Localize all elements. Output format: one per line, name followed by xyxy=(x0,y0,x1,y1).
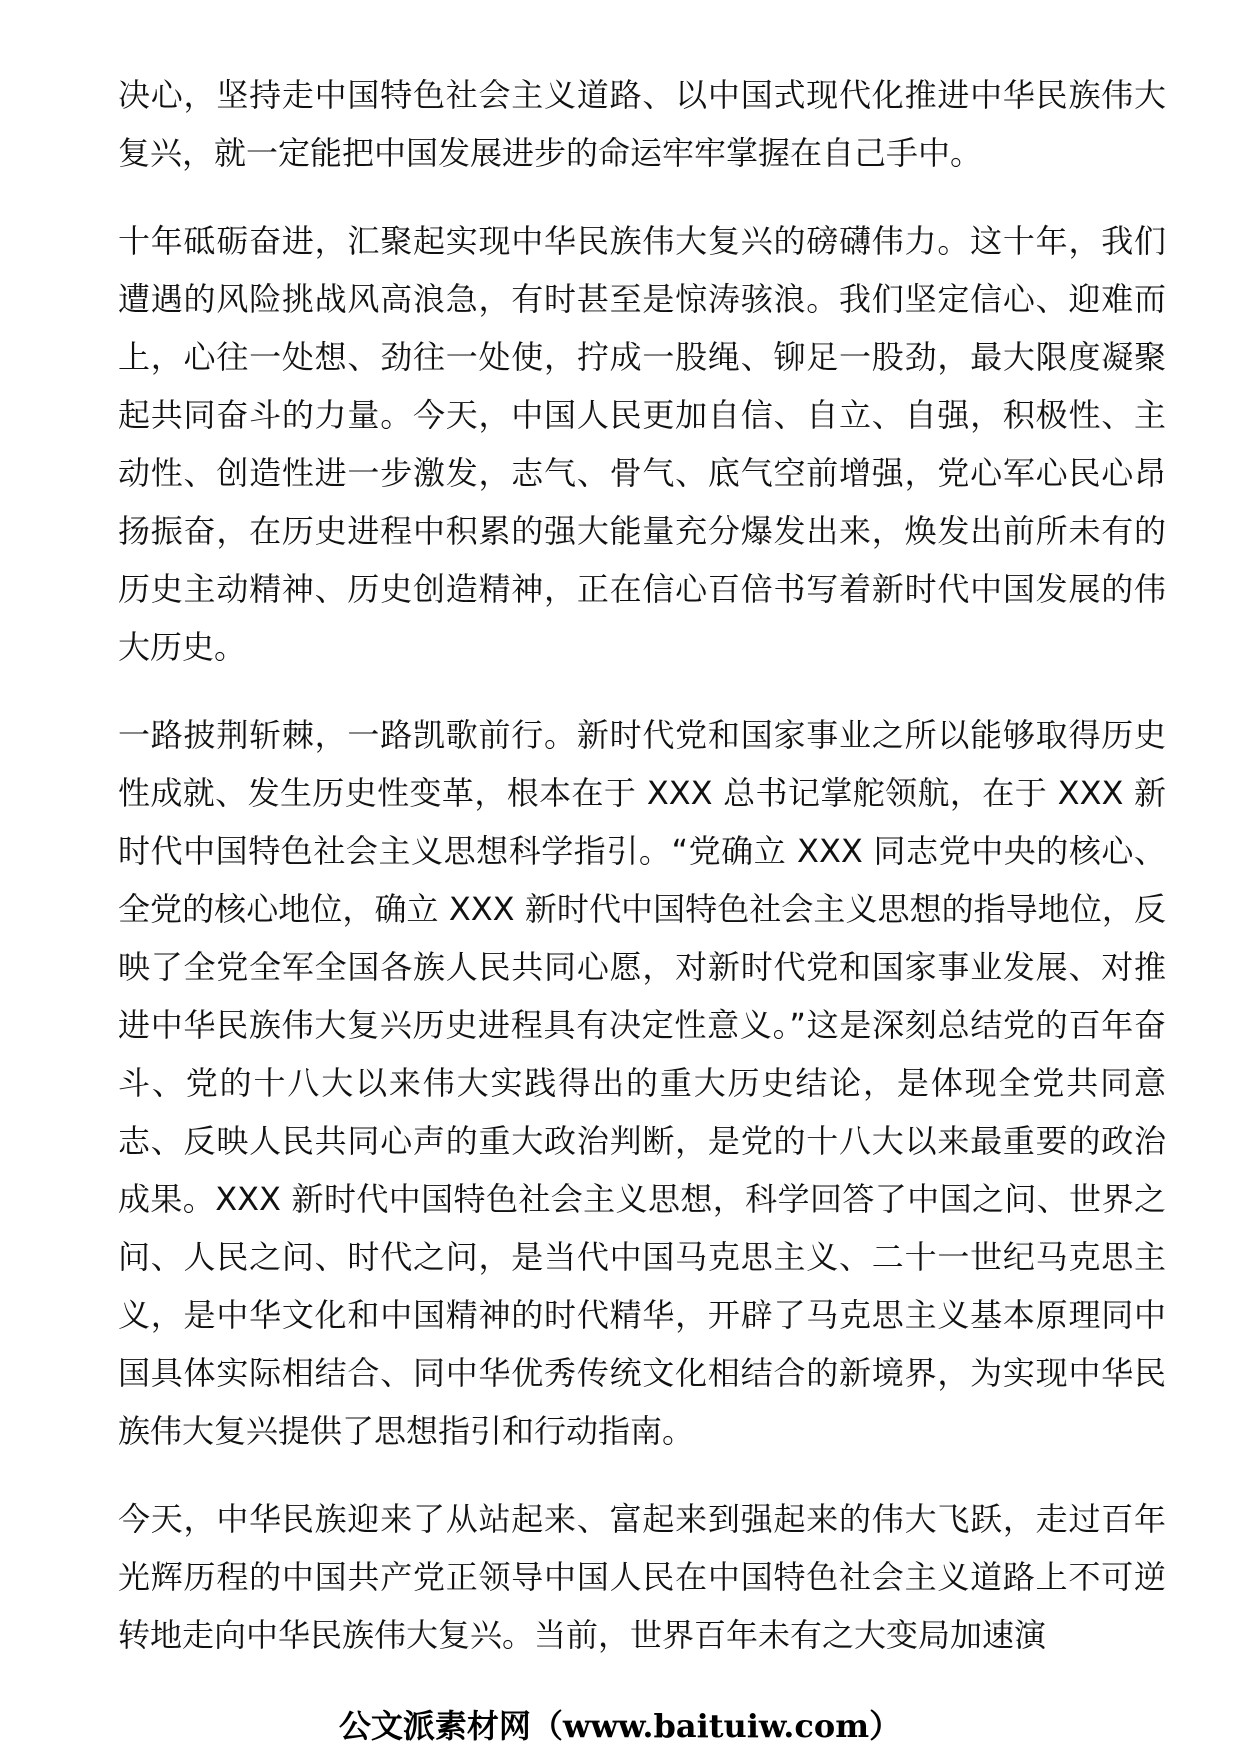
footer-watermark: 公文派素材网（www.baituiw.com） xyxy=(338,1707,902,1745)
document-body xyxy=(118,66,1166,1694)
paragraph: 十年砥砺奋进，汇聚起实现中华民族伟大复兴的磅礴伟力。这十年，我们遭遇的风险挑战风高浪急，有时甚至是惊涛骇浪。我们坚定信心、迎难而上，心往一处想、劲往一处使，拧成一股绳、铆足一股劲，最大限度凝聚起共同奋斗的力量。今天，中国人民更加自信、自立、自强，积极性、主动性、创造性进一步激发，志气、骨气、底气空前增强，党心军心民心昂扬振奋，在历史进程中积累的强大能量充分爆发出来，焕发出前所未有的历史主动精神、历史创造精神，正在信心百倍书写着新时代中国发展的伟大历史。 xyxy=(118,222,1166,666)
paragraph: 一路披荆斩棘，一路凯歌前行。新时代党和国家事业之所以能够取得历史性成就、发生历史性变革，根本在于 XXX 总书记掌舵领航，在于 XXX 新时代中国特色社会主义思想科学指引。“党确立 XXX 同志党中央的核心、全党的核心地位，确立 XXX 新时代中国特色社会主义思想的指导地位，反映了全党全军全国各族人民共同心愿，对新时代党和国家事业发展、对推进中华民族伟大复兴历史进程具有决定性意义。”这是深刻总结党的百年奋斗、党的十八大以来伟大实践得出的重大历史结论，是体现全党共同意志、反映人民共同心声的重大政治判断，是党的十八大以来最重要的政治成果。XXX 新时代中国特色社会主义思想，科学回答了中国之问、世界之问、人民之问、时代之问，是当代中国马克思主义、二十一世纪马克思主义，是中华文化和中国精神的时代精华，开辟了马克思主义基本原理同中国具体实际相结合、同中华优秀传统文化相结合的新境界，为实现中华民族伟大复兴提供了思想指引和行动指南。 xyxy=(118,716,1166,1450)
paragraph: 决心，坚持走中国特色社会主义道路、以中国式现代化推进中华民族伟大复兴，就一定能把中国发展进步的命运牢牢掌握在自己手中。 xyxy=(118,76,1166,172)
paragraph: 今天，中华民族迎来了从站起来、富起来到强起来的伟大飞跃，走过百年光辉历程的中国共产党正领导中国人民在中国特色社会主义道路上不可逆转地走向中华民族伟大复兴。当前，世界百年未有之大变局加速演 xyxy=(118,1500,1166,1654)
